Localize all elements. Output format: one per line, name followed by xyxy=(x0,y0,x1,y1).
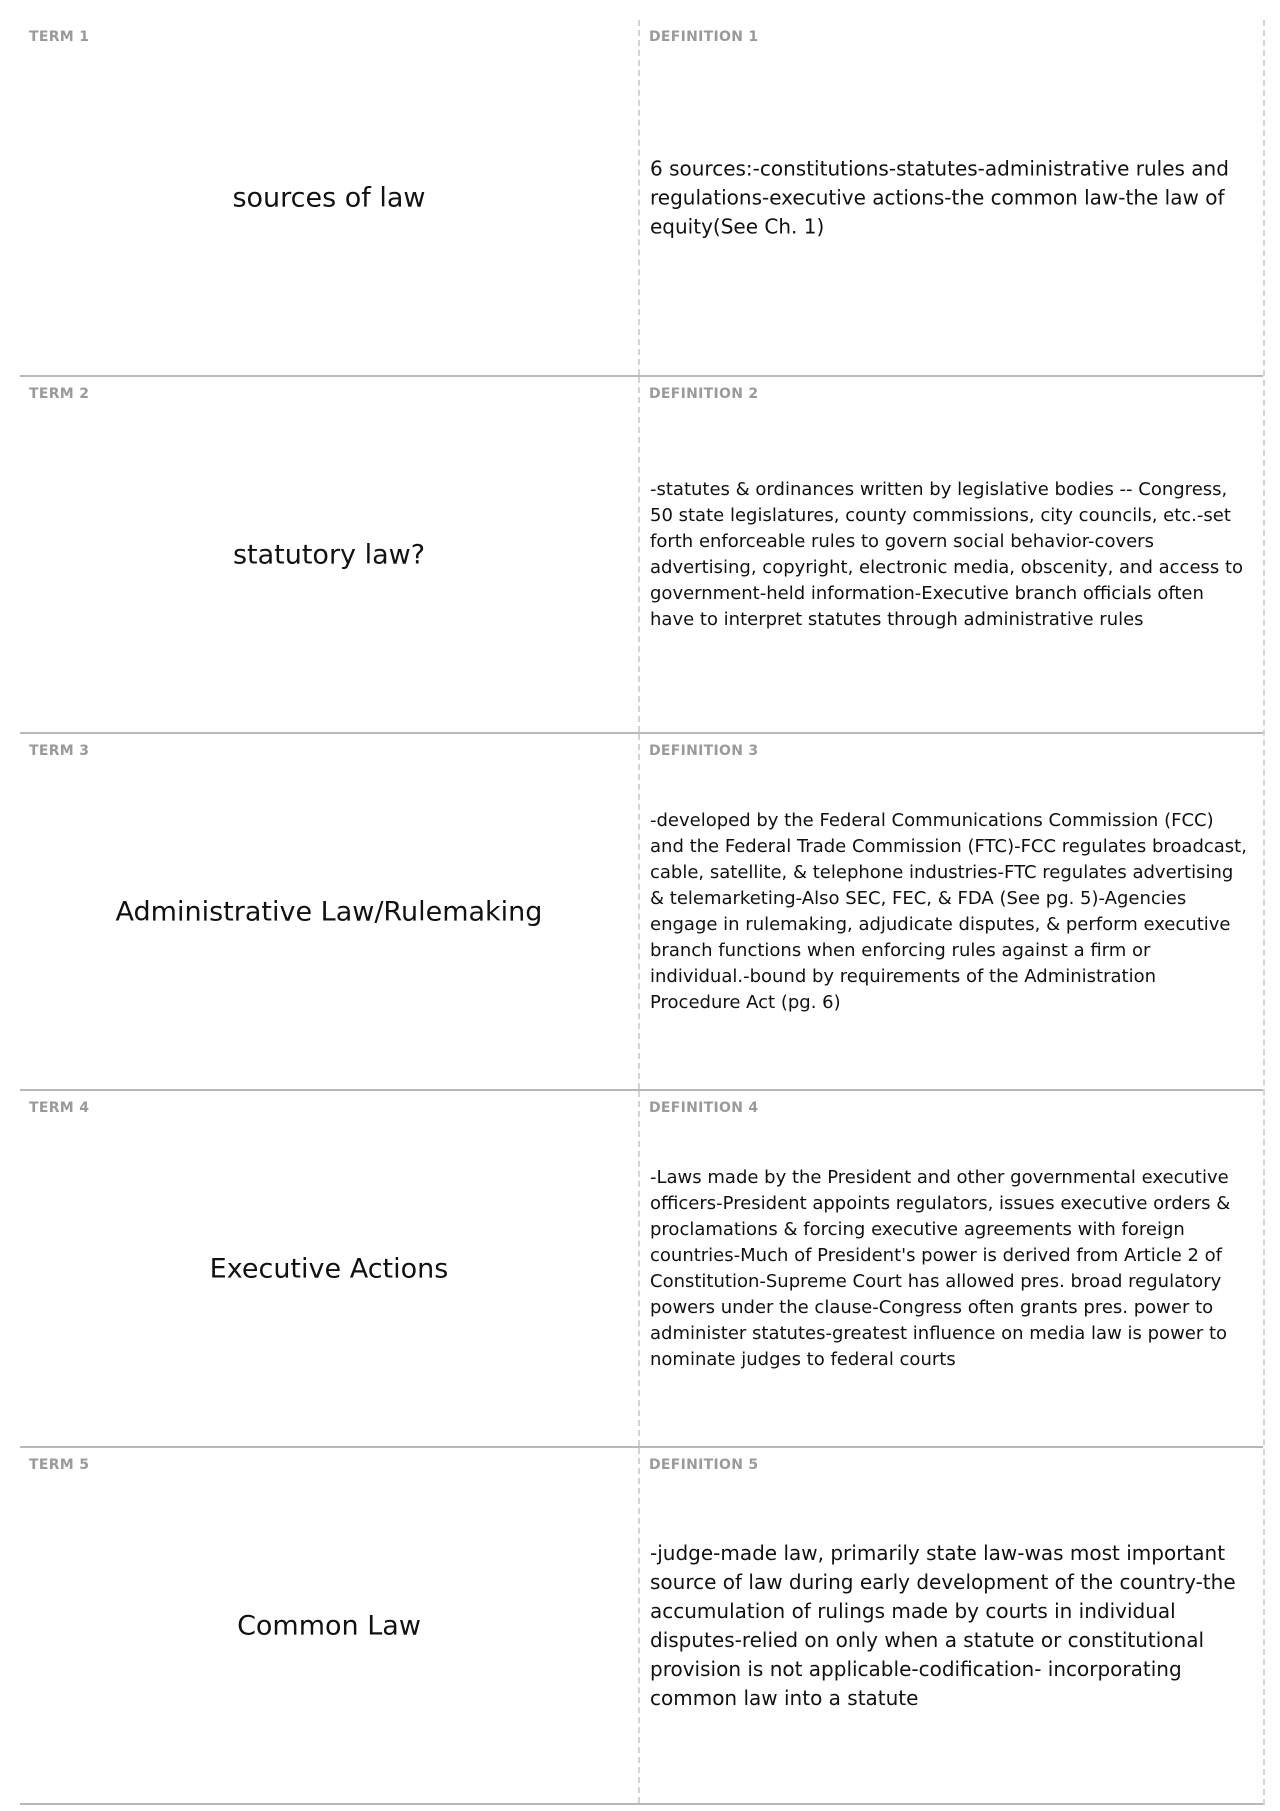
term-label: TERM 3 xyxy=(29,743,90,759)
term-text: Executive Actions xyxy=(209,1253,449,1284)
term-label: TERM 2 xyxy=(29,386,90,402)
flashcard-row xyxy=(20,377,1263,734)
term-label: TERM 4 xyxy=(29,1100,90,1116)
definition-text: 6 sources:-constitutions-statutes-administrative rules and regulations-executive actions-the common law-the law of equity(See Ch. 1) xyxy=(650,156,1229,238)
flashcard-sheet xyxy=(20,20,1265,1805)
definition-cell xyxy=(640,1091,1261,1446)
definition-cell xyxy=(640,734,1261,1089)
term-label: TERM 1 xyxy=(29,29,90,45)
definition-cell xyxy=(640,1448,1261,1803)
definition-text: -statutes & ordinances written by legislative bodies -- Congress, 50 state legislatures, county commissions, city councils, etc.-set forth enforceable rules to govern social behavior-covers advertising, copyright, electronic media, obscenity, and access to government-held information-Executive branch officials often have to interpret statutes through administrative rules xyxy=(650,478,1244,630)
definition-text: -developed by the Federal Communications Commission (FCC) and the Federal Trade Commission (FTC)-FCC regulates broadcast, cable, satellite, & telephone industries-FTC regulates advertising & telemarketing-Also SEC, FEC, & FDA (See pg. 5)-Agencies engage in rulemaking, adjudicate disputes, & perform executive branch functions when enforcing rules against a firm or individual.-bound by requirements of the Administration Procedure Act (pg. 6) xyxy=(650,809,1247,1013)
term-text: Common Law xyxy=(237,1610,421,1641)
definition-cell xyxy=(640,377,1261,732)
term-label: TERM 5 xyxy=(29,1457,90,1473)
term-text: sources of law xyxy=(232,182,426,213)
term-cell xyxy=(20,734,640,1089)
flashcard-row xyxy=(20,734,1263,1091)
definition-label: DEFINITION 5 xyxy=(649,1457,759,1473)
definition-text: -Laws made by the President and other governmental executive officers-President appoints regulators, issues executive orders & proclamations & forcing executive agreements with foreign countries-Much of President's power is derived from Article 2 of Constitution-Supreme Court has allowed pres. broad regulatory powers under the clause-Congress often grants pres. power to administer statutes-greatest influence on media law is power to nominate judges to federal courts xyxy=(650,1166,1231,1370)
definition-label: DEFINITION 3 xyxy=(649,743,759,759)
definition-text: -judge-made law, primarily state law-was most important source of law during early development of the country-the accumulation of rulings made by courts in individual disputes-relied on only when a statute or constitutional provision is not applicable-codification- incorporating common law into a statute xyxy=(650,1540,1236,1710)
definition-label: DEFINITION 4 xyxy=(649,1100,759,1116)
term-cell xyxy=(20,1448,640,1803)
definition-label: DEFINITION 1 xyxy=(649,29,759,45)
term-cell xyxy=(20,1091,640,1446)
definition-cell xyxy=(640,20,1261,375)
term-text: Administrative Law/Rulemaking xyxy=(115,896,543,927)
term-text: statutory law? xyxy=(232,539,426,570)
flashcard-row xyxy=(20,1448,1263,1805)
flashcard-row xyxy=(20,20,1263,377)
flashcard-row xyxy=(20,1091,1263,1448)
term-cell xyxy=(20,377,640,732)
term-cell xyxy=(20,20,640,375)
definition-label: DEFINITION 2 xyxy=(649,386,759,402)
